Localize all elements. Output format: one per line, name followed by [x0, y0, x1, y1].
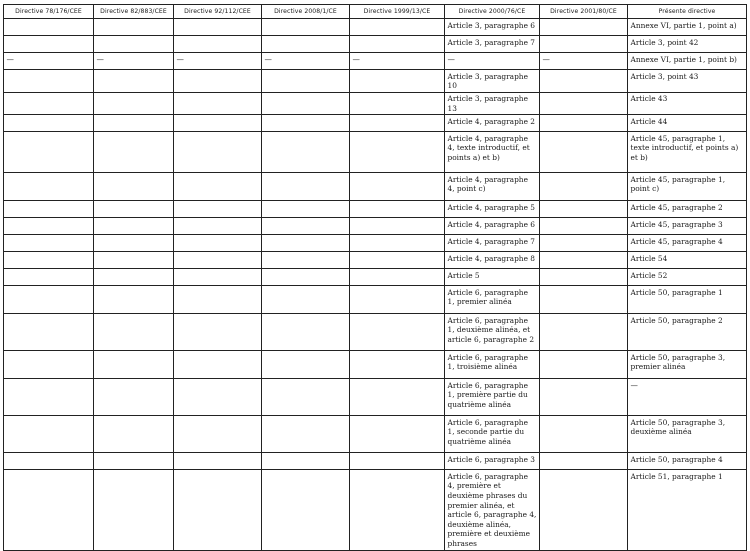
table-cell [174, 235, 262, 252]
header-cell: Directive 78/176/CEE [4, 5, 94, 19]
table-cell [4, 173, 94, 201]
table-cell [540, 351, 628, 379]
table-cell [174, 132, 262, 173]
table-cell [350, 92, 445, 115]
table-cell [174, 351, 262, 379]
table-cell [174, 314, 262, 351]
table-cell [262, 132, 350, 173]
table-cell: — [540, 53, 628, 70]
table-row [4, 173, 747, 201]
table-cell [4, 416, 94, 453]
table-cell [4, 453, 94, 470]
table-cell [262, 252, 350, 269]
table-cell [94, 470, 174, 550]
correlation-table-page [3, 4, 747, 551]
table-cell [94, 453, 174, 470]
table-row [4, 453, 747, 470]
table-cell [4, 36, 94, 53]
table-cell [262, 269, 350, 286]
table-cell [350, 19, 445, 36]
table-cell [94, 92, 174, 115]
table-row [4, 269, 747, 286]
table-row [4, 201, 747, 218]
header-cell: Directive 92/112/CEE [174, 5, 262, 19]
table-cell [262, 36, 350, 53]
table-row [4, 92, 747, 115]
table-cell [4, 379, 94, 416]
table-cell [174, 201, 262, 218]
table-row [4, 36, 747, 53]
table-cell: Article 4, paragraphe 4, texte introductif, et points a) et b) [445, 132, 540, 173]
table-row [4, 53, 747, 70]
table-cell: — [94, 53, 174, 70]
table-cell: Article 50, paragraphe 3, deuxième alinéa [628, 416, 747, 453]
table-cell: Article 50, paragraphe 4 [628, 453, 747, 470]
table-cell [94, 132, 174, 173]
table-cell: Article 4, paragraphe 2 [445, 115, 540, 132]
table-row [4, 286, 747, 314]
table-cell [350, 235, 445, 252]
table-cell [540, 470, 628, 550]
table-cell [540, 36, 628, 53]
table-row [4, 235, 747, 252]
table-cell [174, 173, 262, 201]
table-cell [540, 173, 628, 201]
table-cell: — [445, 53, 540, 70]
table-cell [262, 470, 350, 550]
table-cell: — [262, 53, 350, 70]
table-body [4, 19, 747, 551]
table-cell: Article 50, paragraphe 3, premier alinéa [628, 351, 747, 379]
table-row [4, 379, 747, 416]
table-cell: Annexe VI, partie 1, point b) [628, 53, 747, 70]
table-cell: Article 3, point 43 [628, 70, 747, 93]
table-cell [350, 36, 445, 53]
table-cell [94, 314, 174, 351]
table-cell [174, 115, 262, 132]
table-cell: Article 3, point 42 [628, 36, 747, 53]
table-cell [350, 269, 445, 286]
table-cell [4, 132, 94, 173]
table-cell [350, 379, 445, 416]
table-cell [4, 252, 94, 269]
table-cell [350, 70, 445, 93]
table-cell: Article 44 [628, 115, 747, 132]
table-cell: — [350, 53, 445, 70]
table-cell [350, 453, 445, 470]
table-cell: Article 45, paragraphe 1, texte introductif, et points a) et b) [628, 132, 747, 173]
table-cell [174, 36, 262, 53]
table-cell [350, 115, 445, 132]
table-cell [262, 173, 350, 201]
table-row [4, 351, 747, 379]
table-cell [350, 201, 445, 218]
table-cell [540, 92, 628, 115]
table-cell [4, 92, 94, 115]
table-cell: Article 6, paragraphe 1, seconde partie du quatrième alinéa [445, 416, 540, 453]
table-row [4, 416, 747, 453]
table-cell: Article 45, paragraphe 2 [628, 201, 747, 218]
table-cell [94, 379, 174, 416]
table-cell [94, 36, 174, 53]
table-cell: Article 6, paragraphe 1, premier alinéa [445, 286, 540, 314]
table-cell [262, 351, 350, 379]
table-cell [174, 453, 262, 470]
table-cell: Article 6, paragraphe 3 [445, 453, 540, 470]
table-cell [350, 252, 445, 269]
table-cell [4, 351, 94, 379]
table-row [4, 19, 747, 36]
table-cell [174, 19, 262, 36]
table-cell [94, 286, 174, 314]
table-cell [4, 470, 94, 550]
table-cell: Article 3, paragraphe 6 [445, 19, 540, 36]
table-cell [4, 286, 94, 314]
table-cell [540, 218, 628, 235]
table-cell [174, 92, 262, 115]
table-cell [350, 416, 445, 453]
header-cell: Présente directive [628, 5, 747, 19]
table-cell [4, 218, 94, 235]
table-cell [262, 92, 350, 115]
table-row [4, 218, 747, 235]
header-cell: Directive 2008/1/CE [262, 5, 350, 19]
table-cell [540, 252, 628, 269]
table-cell [350, 351, 445, 379]
header-row [4, 5, 747, 19]
table-cell: Article 50, paragraphe 2 [628, 314, 747, 351]
table-cell [94, 269, 174, 286]
table-cell [262, 286, 350, 314]
table-cell [262, 235, 350, 252]
table-cell [262, 379, 350, 416]
table-row [4, 70, 747, 93]
table-cell: Article 43 [628, 92, 747, 115]
table-cell: Article 6, paragraphe 1, première partie du quatrième alinéa [445, 379, 540, 416]
table-cell [262, 314, 350, 351]
correlation-table [3, 4, 747, 551]
table-cell: Article 6, paragraphe 1, troisième alinéa [445, 351, 540, 379]
table-row [4, 252, 747, 269]
table-cell [174, 218, 262, 235]
table-cell: Article 50, paragraphe 1 [628, 286, 747, 314]
table-cell [4, 115, 94, 132]
table-row [4, 132, 747, 173]
table-cell [540, 416, 628, 453]
table-cell [540, 314, 628, 351]
table-cell [4, 70, 94, 93]
table-row [4, 314, 747, 351]
table-cell [174, 269, 262, 286]
table-cell: Article 4, paragraphe 8 [445, 252, 540, 269]
header-cell: Directive 82/883/CEE [94, 5, 174, 19]
table-cell: — [174, 53, 262, 70]
table-cell [540, 453, 628, 470]
table-cell: Article 45, paragraphe 4 [628, 235, 747, 252]
table-cell [540, 132, 628, 173]
header-cell: Directive 1999/13/CE [350, 5, 445, 19]
table-cell [262, 201, 350, 218]
table-cell [94, 115, 174, 132]
table-cell [4, 19, 94, 36]
table-cell [94, 19, 174, 36]
table-cell [94, 70, 174, 93]
table-cell [350, 314, 445, 351]
table-cell [94, 173, 174, 201]
table-cell [540, 70, 628, 93]
table-cell: Article 54 [628, 252, 747, 269]
table-cell [94, 416, 174, 453]
table-cell [4, 201, 94, 218]
table-cell [540, 19, 628, 36]
table-cell: Article 4, paragraphe 7 [445, 235, 540, 252]
table-cell: Article 6, paragraphe 4, première et deuxième phrases du premier alinéa, et article 6, paragraphe 4, deuxième alinéa, première et deuxième phrases [445, 470, 540, 550]
table-cell: — [628, 379, 747, 416]
table-cell [174, 286, 262, 314]
table-cell [350, 470, 445, 550]
table-cell [94, 351, 174, 379]
table-cell: Article 51, paragraphe 1 [628, 470, 747, 550]
table-cell [262, 453, 350, 470]
table-cell [174, 470, 262, 550]
table-cell: Article 45, paragraphe 3 [628, 218, 747, 235]
header-cell: Directive 2001/80/CE [540, 5, 628, 19]
table-cell [94, 252, 174, 269]
table-cell [262, 115, 350, 132]
table-cell [94, 235, 174, 252]
table-cell: Article 4, paragraphe 4, point c) [445, 173, 540, 201]
table-cell [540, 235, 628, 252]
table-cell [540, 269, 628, 286]
table-cell: Article 3, paragraphe 10 [445, 70, 540, 93]
header-cell: Directive 2000/76/CE [445, 5, 540, 19]
table-cell: Article 3, paragraphe 13 [445, 92, 540, 115]
table-cell [540, 115, 628, 132]
table-cell [262, 19, 350, 36]
table-cell: Article 52 [628, 269, 747, 286]
table-cell [540, 379, 628, 416]
table-cell: Article 45, paragraphe 1, point c) [628, 173, 747, 201]
table-cell [350, 218, 445, 235]
table-cell: Article 3, paragraphe 7 [445, 36, 540, 53]
table-cell [540, 286, 628, 314]
table-cell: — [4, 53, 94, 70]
table-cell [262, 70, 350, 93]
table-cell [94, 218, 174, 235]
table-cell: Article 4, paragraphe 6 [445, 218, 540, 235]
table-cell [174, 416, 262, 453]
table-cell [262, 218, 350, 235]
table-cell [540, 201, 628, 218]
table-cell [4, 269, 94, 286]
table-cell [174, 70, 262, 93]
table-row [4, 115, 747, 132]
table-cell [94, 201, 174, 218]
table-cell [350, 132, 445, 173]
table-cell [174, 252, 262, 269]
table-cell [350, 173, 445, 201]
table-row [4, 470, 747, 550]
table-cell: Annexe VI, partie 1, point a) [628, 19, 747, 36]
table-cell [350, 286, 445, 314]
table-cell: Article 5 [445, 269, 540, 286]
table-cell [4, 314, 94, 351]
table-cell [174, 379, 262, 416]
table-cell: Article 4, paragraphe 5 [445, 201, 540, 218]
table-cell: Article 6, paragraphe 1, deuxième alinéa, et article 6, paragraphe 2 [445, 314, 540, 351]
table-cell [262, 416, 350, 453]
table-cell [4, 235, 94, 252]
